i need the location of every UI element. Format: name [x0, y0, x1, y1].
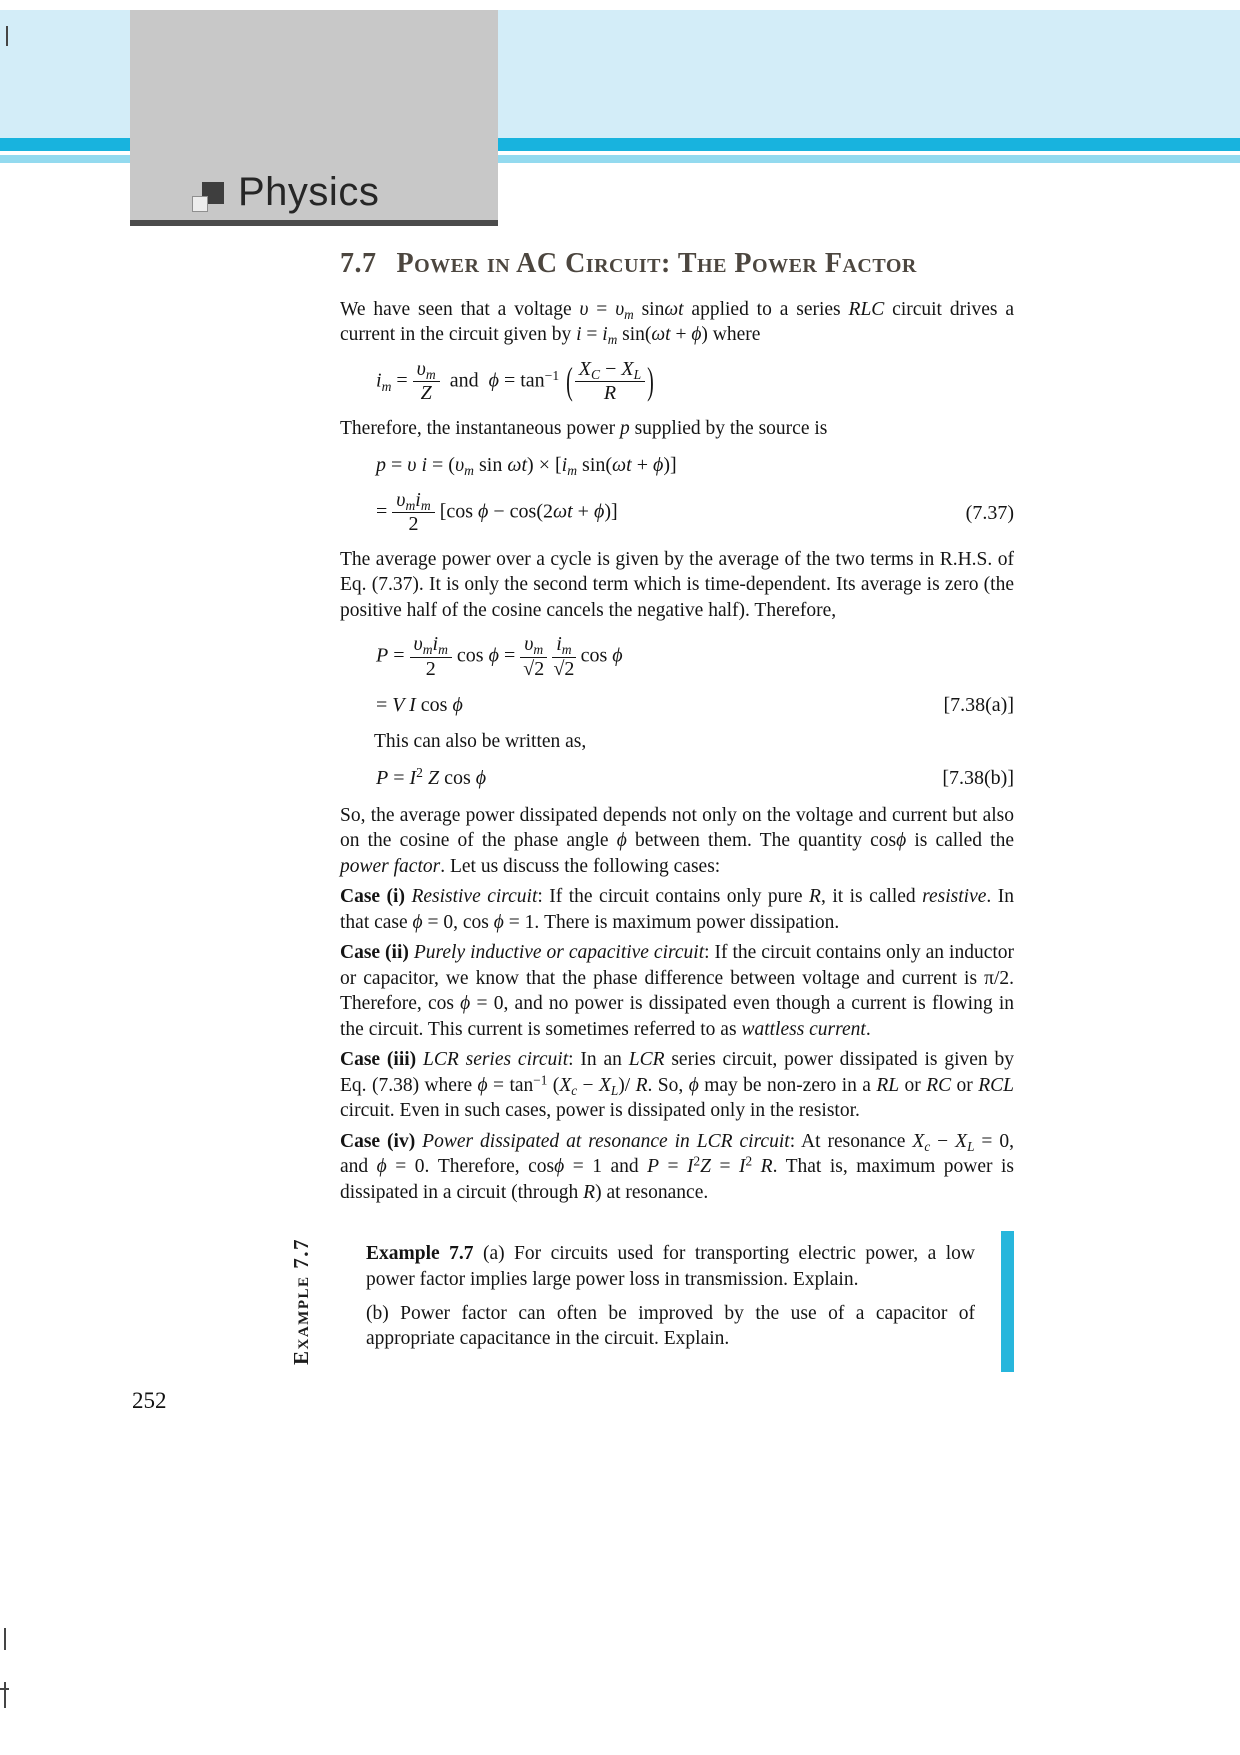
section-number: 7.7 [340, 248, 377, 279]
equation-instantaneous-power [376, 452, 1014, 478]
example-side-label-wrap [280, 1231, 324, 1371]
equation-number: [7.38(a)] [943, 693, 1014, 716]
book-title: Physics [238, 170, 380, 214]
also-written-paragraph: This can also be written as, [374, 730, 587, 752]
power-factor-paragraph: So, the average power dissipated depends not only on the voltage and current but also on the cosine of the phase angle ϕ between them. The quantity cosϕ is called the power factor. Let us discuss the following cases: [340, 804, 1014, 877]
example-box [340, 1231, 1014, 1371]
equation-body: p = υ $i = (\upsilon_m$ $\sin \omega t) \times [i_m$ sin(ωt + ϕ)] [376, 454, 677, 479]
intro-paragraph: We have seen that a voltage $\upsilon = \upsilon_m$ sinωt applied to a series RLC circuit drives a current in the circuit given by $i = i_m$ sin(ωt + ϕ) where [340, 298, 1015, 348]
main-text-column [289, 246, 1015, 1372]
section-title-text: Power in AC Circuit: The Power Factor [396, 248, 917, 279]
crop-mark-bottom-left-2 [4, 1682, 6, 1708]
physics-logo-icon [192, 180, 224, 214]
equation-body: P = $\frac{\upsilon_mi_m}{2}$ cos ϕ = $\frac{\upsilon_m}{√2}$ $\frac{i_m}{√2}$ cos ϕ [376, 633, 623, 681]
equation-number: [7.38(b)] [942, 767, 1014, 790]
equation-average-power [376, 634, 1014, 680]
crop-mark-bottom-left-3 [0, 1688, 9, 1690]
case-iv-paragraph: Case (iv) Power dissipated at resonance in LCR circuit: At resonance $X_c - X_L = 0$, and ϕ = 0. Therefore, cosϕ = 1 and $P = I^2Z = I^2$ R. That is, maximum power is dissipated in a circuit (through R) at resonance. [340, 1130, 1015, 1203]
logo-light-square [192, 196, 208, 212]
crop-mark-top-left [6, 26, 8, 46]
instantaneous-power-paragraph: Therefore, the instantaneous power p supplied by the source is [340, 417, 828, 439]
chapter-header-box [130, 10, 498, 226]
average-power-paragraph: The average power over a cycle is given by the average of the two terms in R.H.S. of Eq. (7.37). It is only the second term which is time-dependent. Its average is zero (the positive half of the cosine cancels the negative half). Therefore, [340, 548, 1014, 621]
equation-body: = $\frac{\upsilon_mi_m}{2}$ [cos ϕ − cos(2ωt + ϕ)] [376, 488, 618, 536]
equation-body: $P = I^2$ Z cos ϕ [376, 765, 487, 790]
equation-7-37 [376, 490, 1014, 536]
equation-number: (7.37) [965, 501, 1014, 524]
example-part-b: (b) Power factor can often be improved by the use of a capacitor of appropriate capacitance in the circuit. Explain. [366, 1302, 975, 1350]
equation-7-38a [376, 692, 1014, 718]
example-section [289, 1231, 1014, 1371]
equation-body: = V I cos ϕ [376, 693, 463, 716]
case-ii-paragraph: Case (ii) Purely inductive or capacitive circuit: If the circuit contains only an inductor or capacitor, we know that the phase difference between voltage and current is π/2. Therefore, cos ϕ = 0, and no power is dissipated even though a current is flowing in the circuit. This current is sometimes referred to as wattless current. [340, 942, 1015, 1040]
case-i-paragraph: Case (i) Resistive circuit: If the circuit contains only pure R, it is called resistive. In that case ϕ = 0, cos ϕ = 1. There is maximum power dissipation. [340, 886, 1014, 933]
page-number: 252 [132, 1388, 167, 1413]
brand-block [192, 172, 379, 214]
crop-mark-bottom-left-1 [4, 1628, 6, 1650]
case-iii-paragraph: Case (iii) LCR series circuit: In an LCR series circuit, power dissipated is given by Eq. (7.38) where $\phi = \tan^{-1} (X_c - X_L)/$ R. So, ϕ may be non-zero in a RL or RC or RCL circuit. Even in such cases, power is dissipated only in the resistor. [340, 1049, 1014, 1122]
example-side-label: Example 7.7 [289, 1238, 314, 1366]
equation-7-38b [376, 765, 1014, 791]
equation-im-phi [376, 359, 1014, 405]
equation-body: $i_m$ = $\frac{\upsilon_m}{Z}$ and $\phi = \tan^{-1}$ ( $\frac{X_C - X_L}{R}$ ) [376, 357, 654, 405]
section-heading [340, 246, 1014, 283]
example-part-a: Example 7.7 (a) For circuits used for transporting electric power, a low power factor implies large power loss in transmission. Explain. [366, 1243, 975, 1291]
